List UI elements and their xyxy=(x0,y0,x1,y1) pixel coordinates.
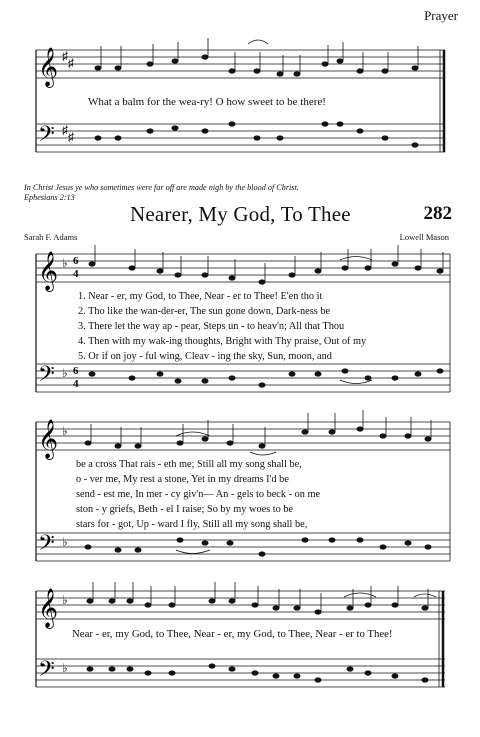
previous-hymn-staff xyxy=(0,0,480,180)
svg-text:♭: ♭ xyxy=(62,424,68,438)
svg-text:♭: ♭ xyxy=(62,366,68,380)
verse-1-line-1: 1. Near - er, my God, to Thee, Near - er to Thee! E'en tho it xyxy=(78,291,323,302)
scripture-quote: In Christ Jesus ye who sometimes were far off are made nigh by the blood of Christ. xyxy=(24,183,299,192)
svg-text:♭: ♭ xyxy=(62,661,68,675)
verse-5-line-2: stars for - got, Up - ward I fly, Still all my song shall be, xyxy=(76,519,308,530)
svg-text:♯: ♯ xyxy=(62,123,68,137)
verse-2-line-1: 2. Tho like the wan-der-er, The sun gone down, Dark-ness be xyxy=(78,306,331,317)
svg-text:𝄢: 𝄢 xyxy=(38,531,55,561)
svg-text:♭: ♭ xyxy=(62,535,68,549)
verse-4-line-2: ston - y griefs, Beth - el I raise; So by my woes to be xyxy=(76,504,294,515)
svg-text:𝄞: 𝄞 xyxy=(38,588,59,628)
verse-2-line-2: o - ver me, My rest a stone, Yet in my dreams I'd be xyxy=(76,474,289,485)
svg-text:♯: ♯ xyxy=(62,49,68,63)
verse-5-line-1: 5. Or if on joy - ful wing, Cleav - ing the sky, Sun, moon, and xyxy=(78,351,332,362)
system-3-staff xyxy=(0,575,480,735)
svg-text:𝄞: 𝄞 xyxy=(38,419,59,459)
svg-text:𝄢: 𝄢 xyxy=(38,362,55,392)
section-heading: Prayer xyxy=(424,8,458,23)
svg-text:4: 4 xyxy=(73,268,79,280)
previous-hymn-lyric: What a balm for the wea-ry! O how sweet to be there! xyxy=(88,96,326,108)
scripture-reference: Ephesians 2:13 xyxy=(24,193,75,202)
refrain-lyric: Near - er, my God, to Thee, Near - er, my God, to Thee, Near - er to Thee! xyxy=(72,628,393,640)
svg-text:6: 6 xyxy=(73,255,79,267)
verse-4-line-1: 4. Then with my wak-ing thoughts, Bright with Thy praise, Out of my xyxy=(78,336,367,347)
verse-1-line-2: be a cross That rais - eth me; Still all my song shall be, xyxy=(76,459,302,470)
svg-text:𝄞: 𝄞 xyxy=(38,47,59,87)
svg-text:♯: ♯ xyxy=(68,56,74,70)
svg-text:𝄢: 𝄢 xyxy=(38,122,55,152)
system-1-staff xyxy=(0,240,480,400)
hymn-title: Nearer, My God, To Thee xyxy=(130,202,351,226)
svg-text:𝄢: 𝄢 xyxy=(38,657,55,687)
svg-text:4: 4 xyxy=(73,378,79,390)
svg-text:𝄞: 𝄞 xyxy=(38,251,59,291)
hymn-number: 282 xyxy=(423,203,452,224)
svg-text:6: 6 xyxy=(73,365,79,377)
svg-text:♯: ♯ xyxy=(68,130,74,144)
svg-text:♭: ♭ xyxy=(62,256,68,270)
music-credit: Lowell Mason xyxy=(399,232,449,242)
words-credit: Sarah F. Adams xyxy=(24,232,78,242)
verse-3-line-2: send - est me, In mer - cy giv'n— An - gels to beck - on me xyxy=(76,489,321,500)
verse-3-line-1: 3. There let the way ap - pear, Steps un - to heav'n; All that Thou xyxy=(78,321,345,332)
svg-text:♭: ♭ xyxy=(62,593,68,607)
